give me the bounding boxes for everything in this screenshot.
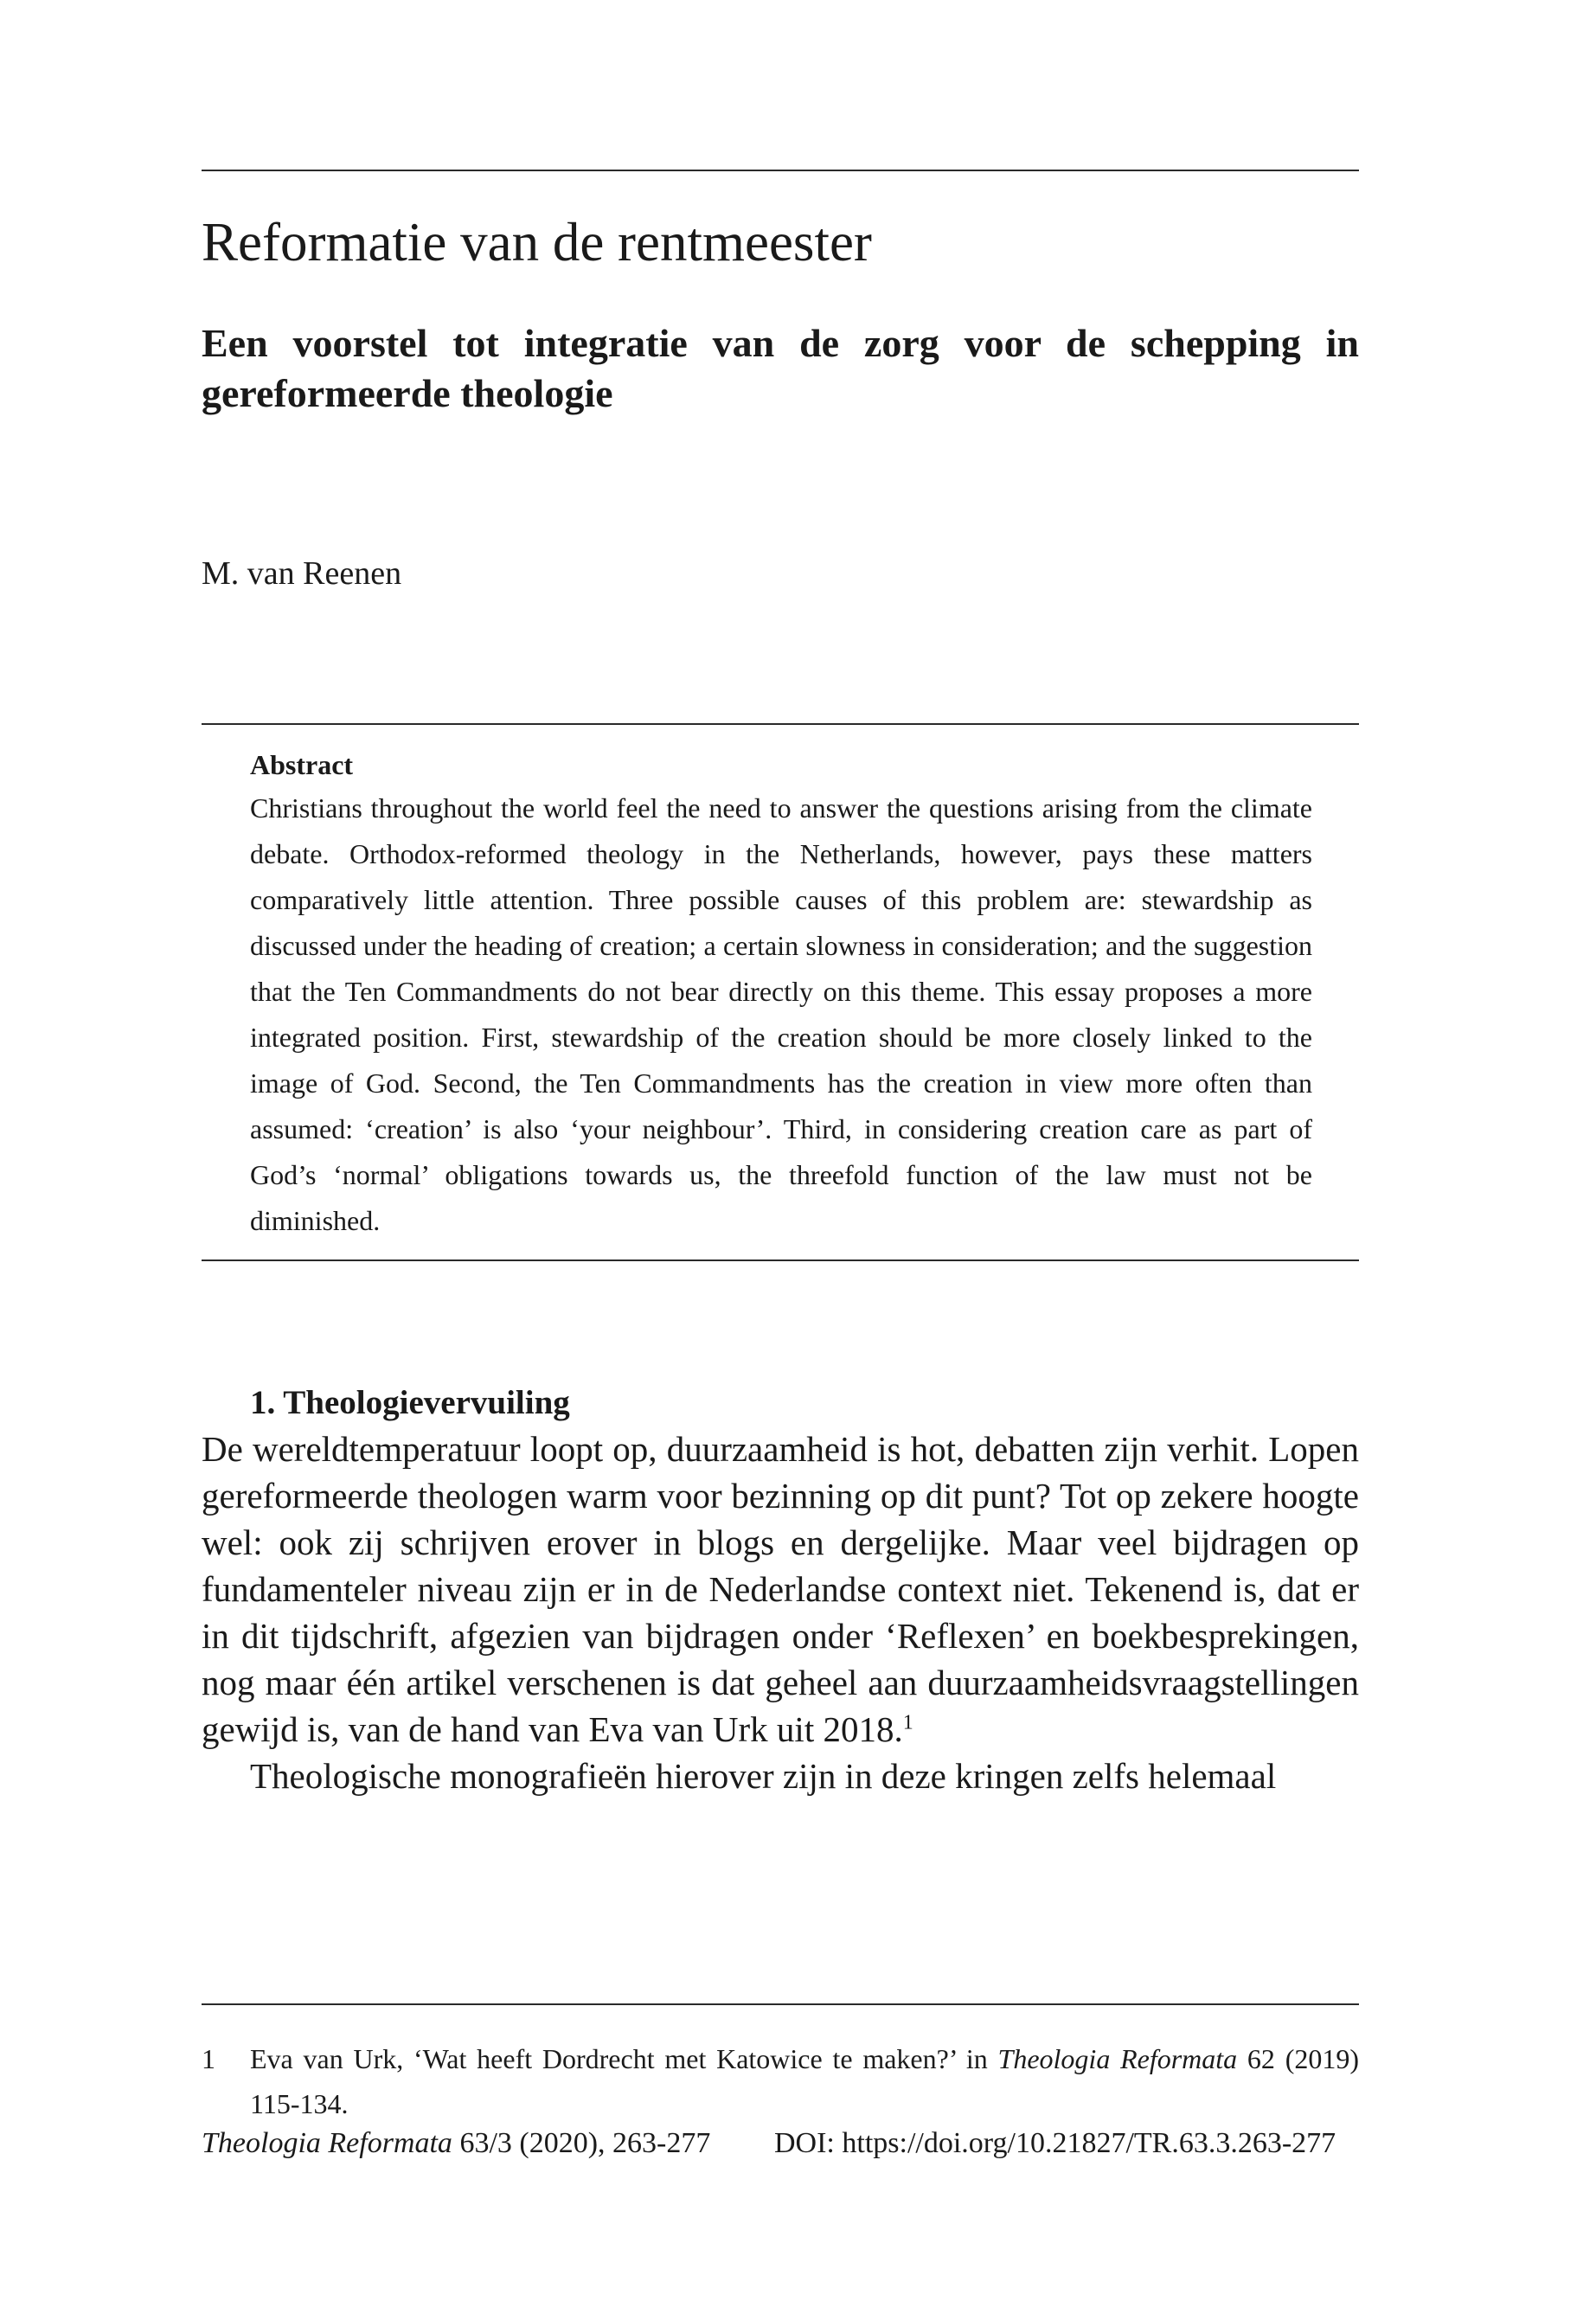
body-paragraph: Theologische monografieën hierover zijn in deze kringen zelfs helemaal	[250, 1756, 1277, 1796]
paragraph-text: De wereldtemperatuur loopt op, duurzaamheid is hot, debatten zijn verhit. Lopen gereformeerde theologen warm voor bezinning op dit punt? Tot op zekere hoogte wel: ook zij schrijven erover in blogs en dergelijke. Maar veel bijdragen op fundamenteler niveau zijn er in de Nederlandse context niet. Tekenend is, dat er in dit tijdschrift, afgezien van bijdragen onder ‘Reflexen’ en boekbesprekingen, nog maar één artikel verschenen is dat geheel aan duurzaamheidsvraagstellingen gewijd is, van de hand van Eva van Urk uit 2018.	[202, 1429, 1359, 1749]
footnote	[202, 2036, 1359, 2126]
abstract-block	[250, 744, 1312, 1244]
body-paragraph	[202, 1426, 1359, 1753]
footer-citation	[202, 2123, 710, 2164]
article-subtitle: Een voorstel tot integratie van de zorg voor de schepping in gereformeerde theologie	[202, 321, 1359, 415]
article-author: M. van Reenen	[202, 555, 402, 592]
footnote-text-before: Eva van Urk, ‘Wat heeft Dordrecht met Katowice te maken?’ in	[250, 2043, 998, 2074]
footnote-text	[250, 2036, 1359, 2126]
abstract-text: Christians throughout the world feel the need to answer the questions arising from the climate debate. Orthodox-reformed theology in the Netherlands, however, pays these matters comparatively little attention. Three possible causes of this problem are: stewardship as discussed under the heading of creation; a certain slowness in consideration; and the suggestion that the Ten Commandments do not bear directly on this theme. This essay proposes a more integrated position. First, stewardship of the creation should be more closely linked to the image of God. Second, the Ten Commandments has the creation in view more often than assumed: ‘creation’ is also ‘your neighbour’. Third, in considering creation care as part of God’s ‘normal’ obligations towards us, the threefold function of the law must not be diminished.	[250, 792, 1312, 1236]
footnote-reference[interactable]: 1	[902, 1711, 913, 1734]
footnote-text-after: 62 (2019) 115-134.	[250, 2043, 1360, 2119]
footnote-number: 1	[202, 2043, 215, 2074]
section-heading: 1. Theologievervuiling	[250, 1384, 570, 1421]
abstract-top-rule	[202, 723, 1359, 725]
top-rule	[202, 170, 1359, 171]
abstract-bottom-rule	[202, 1259, 1359, 1261]
footnote-journal: Theologia Reformata	[997, 2043, 1238, 2074]
footnote-rule	[202, 2003, 1359, 2005]
abstract-heading: Abstract	[250, 749, 354, 780]
footer-journal-name: Theologia Reformata	[202, 2127, 452, 2159]
article-title: Reformatie van de rentmeester	[202, 212, 872, 272]
footer-doi[interactable]: DOI: https://doi.org/10.21827/TR.63.3.263-277	[774, 2127, 1336, 2159]
article-page	[202, 0, 1359, 2301]
footer-issue: 63/3 (2020), 263-277	[452, 2127, 711, 2159]
body-text	[202, 1426, 1359, 1799]
